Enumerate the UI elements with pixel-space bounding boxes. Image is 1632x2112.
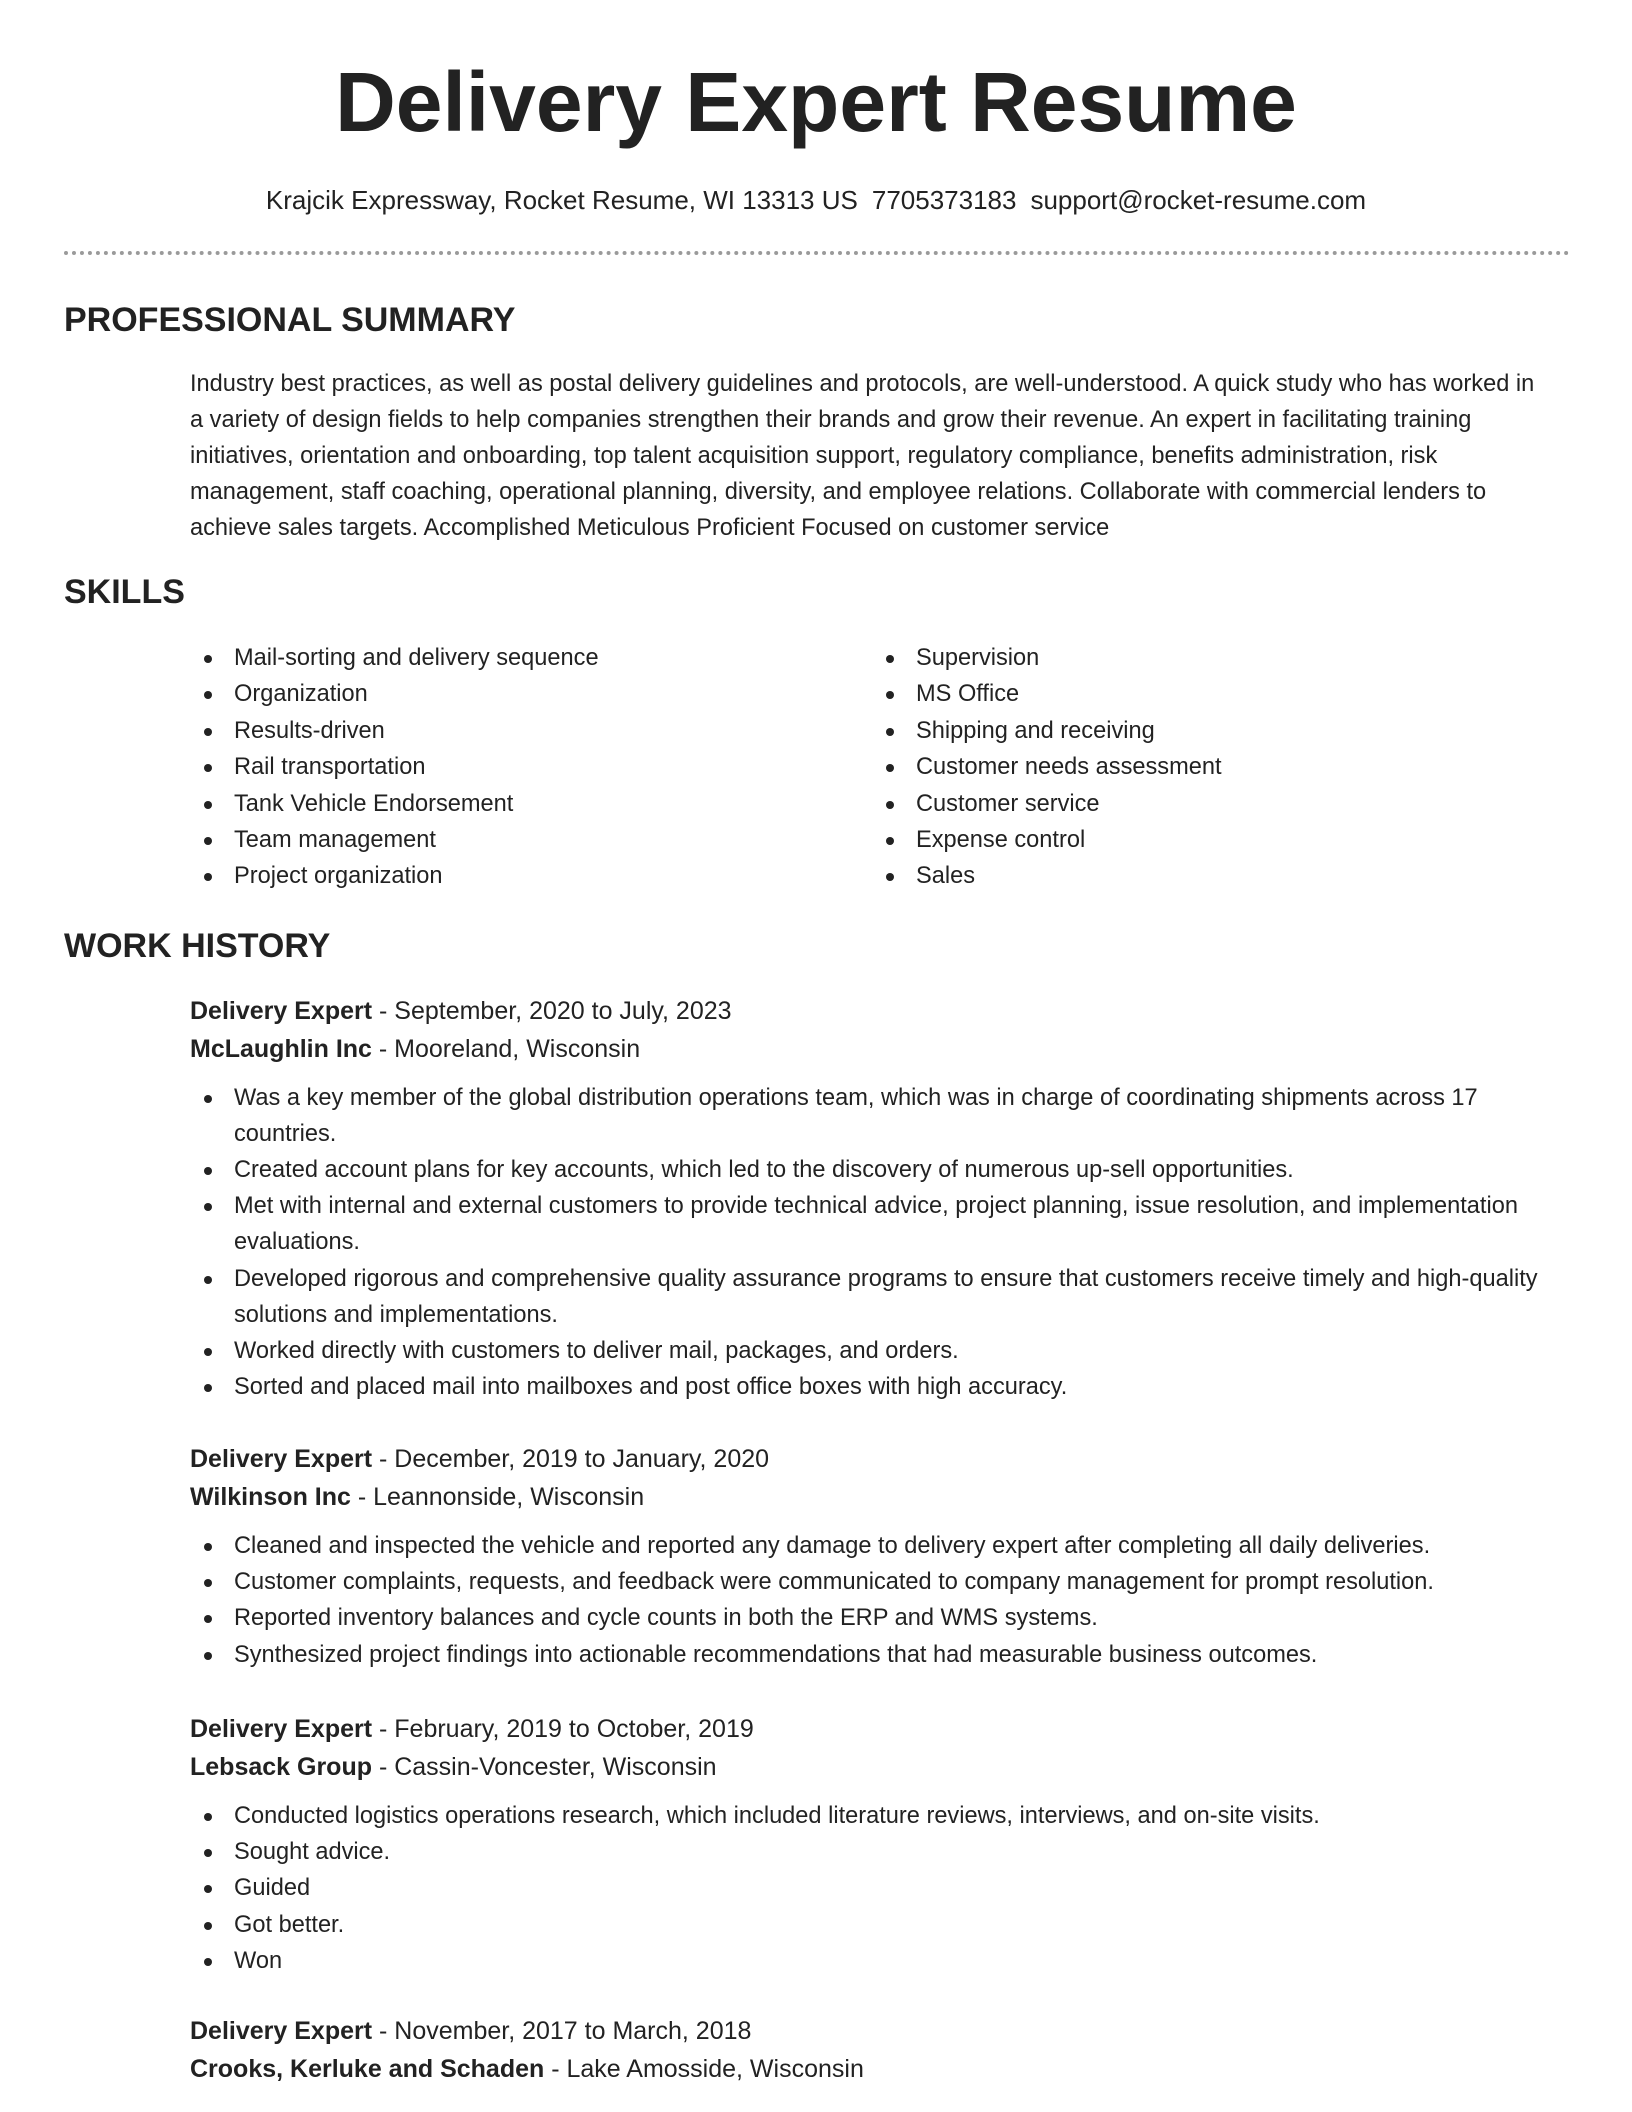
job-title-line bbox=[190, 2012, 1570, 2050]
skill-item: Shipping and receiving bbox=[872, 713, 1512, 749]
job-entry bbox=[190, 1440, 1570, 1673]
job-title-line bbox=[190, 1440, 1570, 1478]
job-entry bbox=[190, 2012, 1570, 2088]
job-company-line bbox=[190, 1748, 1570, 1786]
job-dates: - September, 2020 to July, 2023 bbox=[372, 997, 732, 1025]
job-company: Lebsack Group bbox=[190, 1753, 372, 1781]
job-bullet: Conducted logistics operations research, which included literature reviews, interviews, and on-site visits. bbox=[190, 1798, 1570, 1834]
job-bullet: Worked directly with customers to deliver mail, packages, and orders. bbox=[190, 1333, 1570, 1369]
skills-list-left bbox=[190, 640, 830, 895]
job-company: Crooks, Kerluke and Schaden bbox=[190, 2055, 545, 2083]
job-location: - Mooreland, Wisconsin bbox=[371, 1035, 641, 1063]
skill-item: MS Office bbox=[872, 676, 1512, 712]
summary-heading: PROFESSIONAL SUMMARY bbox=[64, 301, 516, 339]
skill-item: Organization bbox=[190, 676, 830, 712]
job-title: Delivery Expert bbox=[190, 1715, 373, 1743]
job-title: Delivery Expert bbox=[190, 1445, 373, 1473]
skill-item: Results-driven bbox=[190, 713, 830, 749]
job-title-line bbox=[190, 992, 1570, 1030]
job-dates: - December, 2019 to January, 2020 bbox=[372, 1445, 770, 1473]
job-bullet: Created account plans for key accounts, which led to the discovery of numerous up-sell opportunities. bbox=[190, 1152, 1570, 1188]
contact-email: support@rocket-resume.com bbox=[1030, 185, 1367, 215]
job-location: - Lake Amosside, Wisconsin bbox=[544, 2055, 864, 2083]
job-location: - Cassin-Voncester, Wisconsin bbox=[372, 1753, 717, 1781]
summary-text: Industry best practices, as well as postal delivery guidelines and protocols, are well-understood. A quick study who has worked in a variety of design fields to help companies strengthen their brands and grow their revenue. An expert in facilitating training initiatives, orientation and onboarding, top talent acquisition support, regulatory compliance, benefits administration, risk management, staff coaching, operational planning, diversity, and employee relations. Collaborate with commercial lenders to achieve sales targets. Accomplished Meticulous Proficient Focused on customer service bbox=[190, 371, 1535, 541]
job-company-line bbox=[190, 1030, 1570, 1068]
contact-address: Krajcik Expressway, Rocket Resume, WI 13313 US bbox=[265, 185, 858, 215]
job-bullets bbox=[190, 1528, 1570, 1673]
skill-item: Team management bbox=[190, 822, 830, 858]
job-dates: - November, 2017 to March, 2018 bbox=[372, 2017, 752, 2045]
job-title: Delivery Expert bbox=[190, 997, 373, 1025]
skill-item: Sales bbox=[872, 858, 1512, 894]
contact-phone: 7705373183 bbox=[871, 185, 1017, 215]
skill-item: Customer service bbox=[872, 786, 1512, 822]
skills-heading: SKILLS bbox=[64, 573, 185, 611]
job-title-line bbox=[190, 1710, 1570, 1748]
skill-item: Mail-sorting and delivery sequence bbox=[190, 640, 830, 676]
job-bullet: Customer complaints, requests, and feedback were communicated to company management for prompt resolution. bbox=[190, 1564, 1570, 1600]
skill-item: Rail transportation bbox=[190, 749, 830, 785]
job-bullet: Met with internal and external customers to provide technical advice, project planning, issue resolution, and implementation evaluations. bbox=[190, 1188, 1570, 1260]
work-history-heading: WORK HISTORY bbox=[64, 927, 331, 965]
job-company-line bbox=[190, 2050, 1570, 2088]
job-bullet: Was a key member of the global distribution operations team, which was in charge of coordinating shipments across 17 countries. bbox=[190, 1080, 1570, 1152]
contact-line bbox=[0, 182, 1632, 218]
job-bullet: Sorted and placed mail into mailboxes and post office boxes with high accuracy. bbox=[190, 1369, 1570, 1405]
skill-item: Supervision bbox=[872, 640, 1512, 676]
skill-item: Tank Vehicle Endorsement bbox=[190, 786, 830, 822]
job-bullets bbox=[190, 1798, 1570, 1979]
job-bullet: Sought advice. bbox=[190, 1834, 1570, 1870]
skills-list-right bbox=[872, 640, 1512, 895]
skill-item: Expense control bbox=[872, 822, 1512, 858]
skill-item: Customer needs assessment bbox=[872, 749, 1512, 785]
job-title: Delivery Expert bbox=[190, 2017, 373, 2045]
job-location: - Leannonside, Wisconsin bbox=[350, 1483, 645, 1511]
job-entry bbox=[190, 992, 1570, 1405]
job-bullet: Got better. bbox=[190, 1907, 1570, 1943]
job-bullet: Reported inventory balances and cycle counts in both the ERP and WMS systems. bbox=[190, 1600, 1570, 1636]
resume-title: Delivery Expert Resume bbox=[335, 55, 1297, 149]
job-company-line bbox=[190, 1478, 1570, 1516]
job-dates: - February, 2019 to October, 2019 bbox=[372, 1715, 754, 1743]
job-bullet: Synthesized project findings into actionable recommendations that had measurable business outcomes. bbox=[190, 1637, 1570, 1673]
header-divider bbox=[64, 251, 1570, 255]
job-company: Wilkinson Inc bbox=[190, 1483, 351, 1511]
job-bullet: Cleaned and inspected the vehicle and reported any damage to delivery expert after completing all daily deliveries. bbox=[190, 1528, 1570, 1564]
job-bullet: Developed rigorous and comprehensive quality assurance programs to ensure that customers receive timely and high-quality solutions and implementations. bbox=[190, 1261, 1570, 1333]
job-bullet: Guided bbox=[190, 1870, 1570, 1906]
job-company: McLaughlin Inc bbox=[190, 1035, 372, 1063]
job-bullets bbox=[190, 1080, 1570, 1405]
skill-item: Project organization bbox=[190, 858, 830, 894]
job-bullet: Won bbox=[190, 1943, 1570, 1979]
job-entry bbox=[190, 1710, 1570, 1979]
